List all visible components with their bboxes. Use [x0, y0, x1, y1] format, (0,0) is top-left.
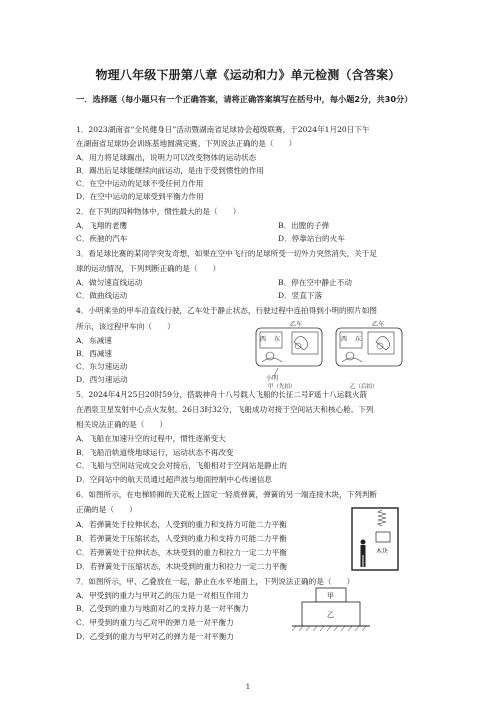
q4-stem-1: 4．小明乘坐的甲车沿直线行驶，乙车处于静止状态，行驶过程中连拍得到小明的照片如图 [76, 306, 377, 315]
label-xiaoming: 小明 [266, 375, 279, 382]
label-east-2: 东 [355, 336, 362, 343]
photo-frame-second [336, 328, 402, 366]
q5-option-d: D．空间站中的航天员通过超声波与地面控制中心传递信息 [76, 475, 272, 484]
label-west: 西 [260, 336, 267, 343]
q6-option-c: C．若弹簧处于拉伸状态，木块受到的重力和拉力一定二力平衡 [76, 548, 287, 557]
q7-option-c: C．甲受到的重力与乙对甲的弹力是一对平衡力 [76, 618, 234, 627]
label-west-2: 西 [341, 336, 348, 343]
q5-option-b: B．飞船沿轨道绕地球运行，运动状态不再改变 [76, 448, 234, 457]
q3-stem-2: 球的运动情况，下列判断正确的是（ ） [76, 264, 221, 273]
q5-option-c: C．飞船与空间站完成交会对接后，飞船相对于空间站是静止的 [76, 461, 287, 470]
label-east: 东 [274, 336, 281, 343]
q6-option-d: D．若弹簧处于压缩状态，木块受到的重力和拉力一定二力平衡 [76, 562, 288, 571]
q4-stem-2: 所示，该过程甲车向（ ） [76, 322, 175, 331]
q4-option-d: D．西匀速运动 [76, 375, 128, 384]
q7-option-d: D．乙受到的重力与甲对乙的弹力是一对平衡力 [76, 632, 234, 641]
q1-option-d: D．在空中运动的足球受到平衡力作用 [76, 192, 204, 201]
q6-stem-1: 6．如图所示，在电梯轿厢的天花板上固定一轻质弹簧，弹簧的另一端连接木块，下列判断 [76, 490, 377, 499]
q3-stem-1: 3．看足球比赛的某同学突发奇想，如果在空中飞行的足球所受一切外力突然消失，关于足 [76, 249, 377, 258]
q2-option-a: A．飞翔的老鹰 [76, 221, 128, 230]
q7-figure-stacked-blocks [290, 585, 372, 637]
q6-figure-elevator [350, 504, 402, 572]
q1-stem-2: 在湖南省足球协会训练基地圆满完赛。下列说法正确的是（ ） [76, 139, 297, 148]
q7-option-b: B．乙受到的重力与地面对乙的支持力是一对平衡力 [76, 604, 249, 613]
q3-option-a: A．做匀速直线运动 [76, 278, 143, 287]
caption-first: 甲（先拍） [268, 384, 296, 390]
page-title: 物理八年级下册第八章《运动和力》单元检测（含答案） [95, 68, 401, 82]
q1-option-a: A．用力将足球踢出，说明力可以改变物体的运动状态 [76, 153, 257, 162]
spring-icon [378, 510, 386, 526]
ground-hatching [292, 626, 366, 631]
q5-stem-3: 相关说法正确的是（ ） [76, 420, 168, 429]
q2-stem: 2．在下列的四种物体中，惯性最大的是（ ） [76, 207, 241, 216]
q6-option-b: B．若弹簧处于压缩状态，人受到的重力和支持力可能二力平衡 [76, 534, 287, 543]
label-wood-block: 木块 [376, 548, 389, 555]
wood-block [376, 532, 390, 542]
q6-option-a: A．若弹簧处于拉伸状态，人受到的重力和支持力可能二力平衡 [76, 520, 287, 529]
label-car-yi-2: 乙车 [372, 321, 385, 328]
q2-option-b: B．出膛的子弹 [278, 221, 330, 230]
q3-option-d: D．竖直下落 [278, 291, 323, 300]
q5-option-a: A．飞船在加速升空的过程中，惯性逐渐变大 [76, 434, 226, 443]
q1-option-b: B．踢出后足球能继续向前运动，是由于受到惯性的作用 [76, 166, 264, 175]
person-icon [361, 540, 366, 568]
elevator-car [352, 508, 398, 570]
label-jia: 甲 [327, 592, 334, 600]
q3-option-c: C．做曲线运动 [76, 291, 128, 300]
label-yi: 乙 [327, 611, 334, 619]
q4-option-a: A．东减速 [76, 336, 112, 345]
q4-option-c: C．东匀速运动 [76, 362, 128, 371]
q5-stem-2: 在酒泉卫星发射中心点火发射。26日3时32分，飞船成功对接于空间站天和核心舱。下列 [76, 405, 374, 414]
q1-stem-1: 1．2023湖南省“全民健身日”活动暨湖南省足球协会超级联赛，于2024年1月20日下午 [76, 125, 370, 134]
q4-option-b: B．西减速 [76, 349, 112, 358]
q5-stem-1: 5．2024年4月25日20时59分，搭载神舟十八号载人飞船的长征二号F遥十八运载火箭 [76, 390, 368, 399]
page-number: 1 [245, 683, 251, 691]
q6-stem-2: 正确的是（ ） [76, 505, 137, 514]
label-car-yi: 乙车 [290, 321, 303, 328]
section-heading: 一．选择题（每小题只有一个正确答案，请将正确答案填写在括号中，每小题2分，共30分） [76, 94, 413, 104]
photo-frame-first [256, 328, 322, 366]
q2-option-c: C．疾驰的汽车 [76, 234, 128, 243]
q2-option-d: D．停靠站台的火车 [278, 234, 345, 243]
q1-option-c: C．在空中运动的足球不受任何力作用 [76, 179, 204, 188]
q7-option-a: A．甲受到的重力与甲对乙的压力是一对相互作用力 [76, 591, 249, 600]
caption-second: 乙（后拍） [350, 384, 378, 390]
q3-option-b: B．停在空中静止不动 [278, 278, 352, 287]
q7-stem: 7．如图所示，甲、乙叠放在一起，静止在水平地面上，下列说法正确的是（ ） [76, 577, 355, 586]
q4-figure-train-photos [252, 318, 410, 390]
